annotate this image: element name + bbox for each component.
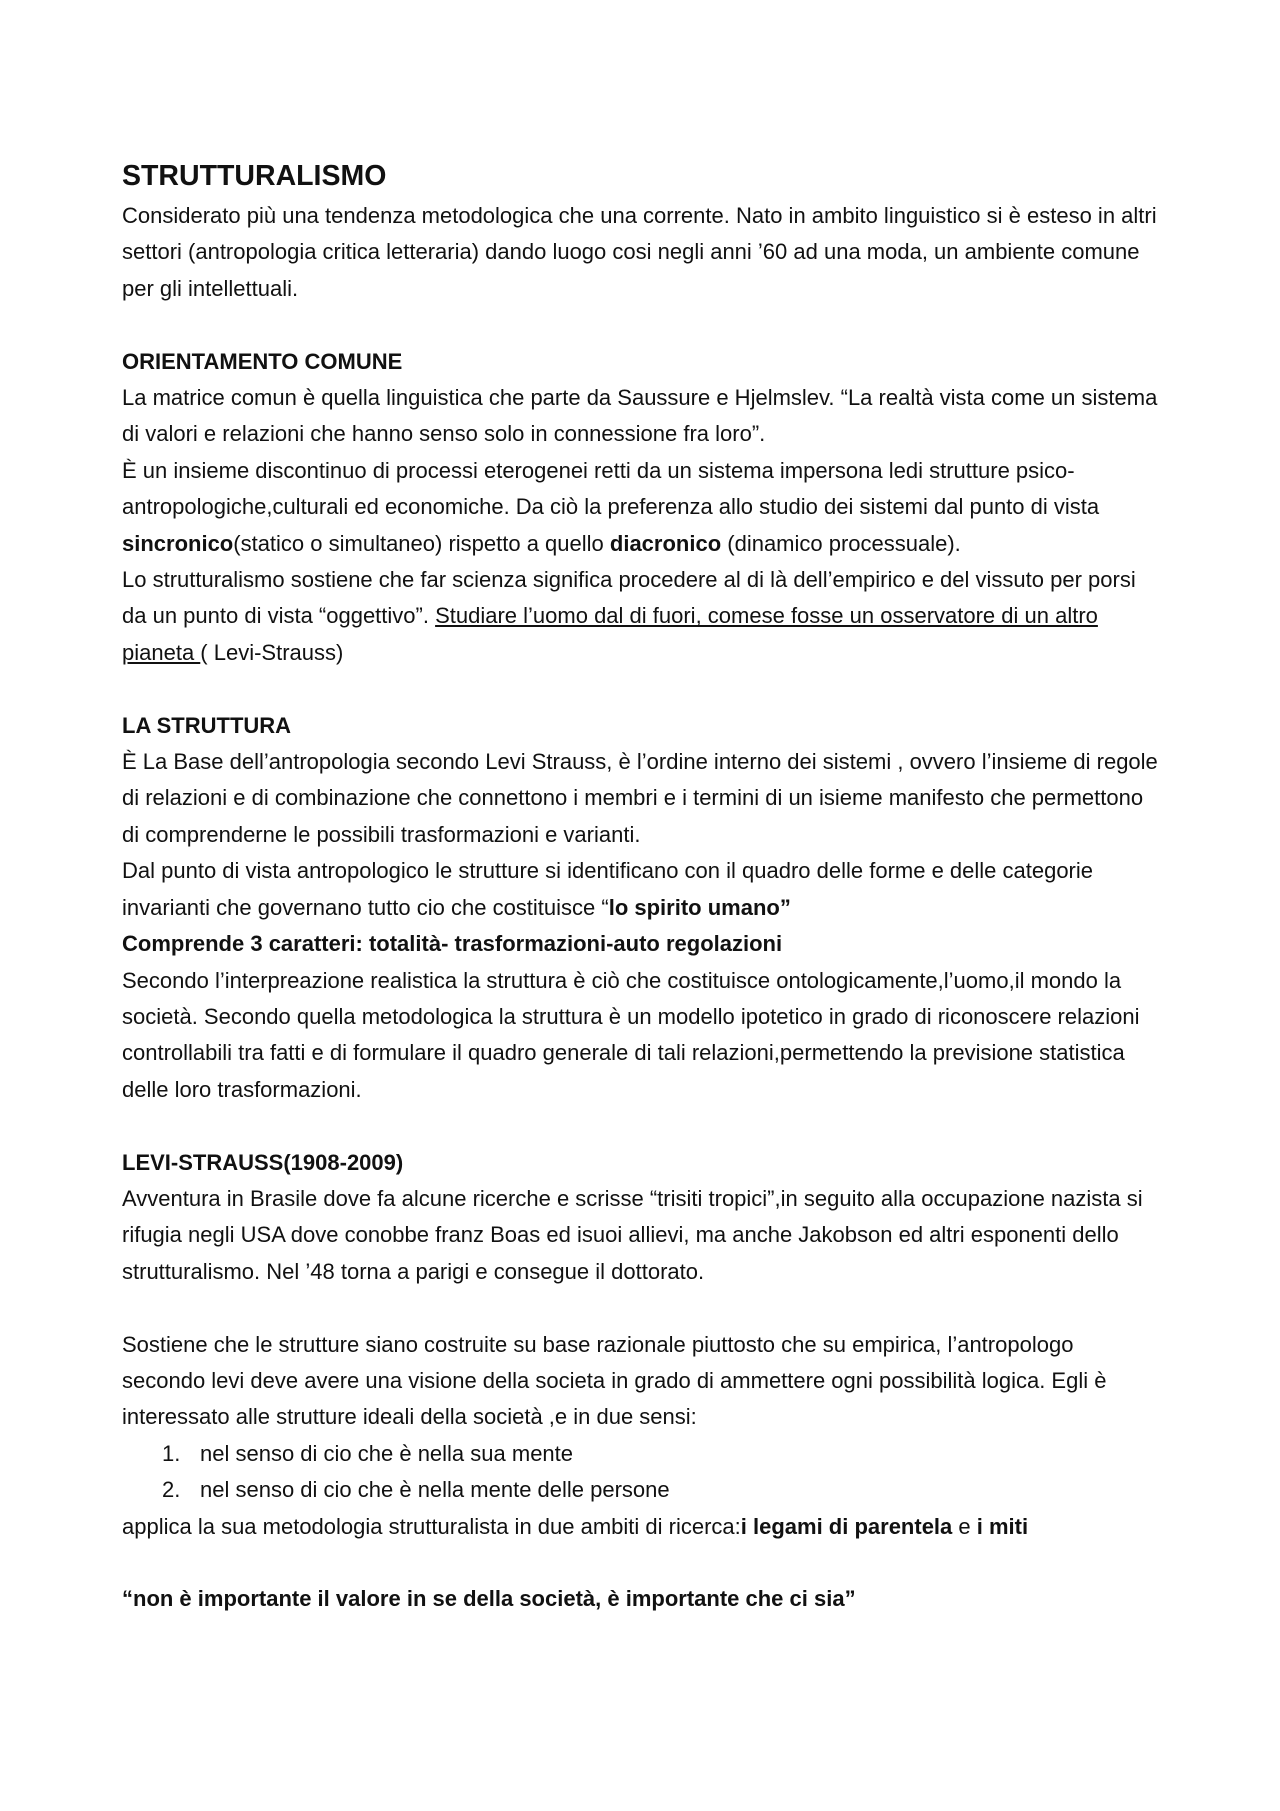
bold-caratteri: Comprende 3 caratteri: totalità- trasformazioni-auto regolazioni bbox=[122, 931, 783, 957]
struttura-paragraph-2 bbox=[122, 853, 1162, 926]
orientamento-paragraph-3 bbox=[122, 562, 1162, 671]
list-item bbox=[162, 1436, 1162, 1472]
bold-term-sincronico: sincronico bbox=[122, 530, 234, 556]
spacer bbox=[122, 1545, 1162, 1581]
struttura-paragraph-1: È La Base dell’antropologia secondo Levi Strauss, è l’ordine interno dei sistemi , ovvero l’insieme di regole di relazioni e di combinazione che connettono i membri e i termini di un isieme manifesto che permettono di comprenderne le possibili trasformazioni e varianti. bbox=[122, 749, 1158, 847]
bold-legami: i legami di parentela bbox=[740, 1513, 953, 1539]
closing-quote bbox=[122, 1581, 1162, 1617]
numbered-list bbox=[122, 1436, 1162, 1509]
list-number: 2. bbox=[162, 1477, 181, 1503]
intro-paragraph: Considerato più una tendenza metodologica che una corrente. Nato in ambito linguistico si è esteso in altri settori (antropologia critica letteraria) dando luogo cosi negli anni ’60 ad una moda, un ambiente comune per gli intellettuali. bbox=[122, 203, 1157, 301]
bold-spirito-umano: lo spirito umano” bbox=[608, 894, 791, 920]
heading-orientamento: ORIENTAMENTO COMUNE bbox=[122, 348, 403, 374]
spacer bbox=[122, 671, 1162, 707]
text-run: È un insieme discontinuo di processi eterogenei retti da un sistema impersona ledi strutture psico-antropologiche,culturali ed economiche. Da ciò la preferenza allo studio dei sistemi dal punto di vista bbox=[122, 457, 1100, 520]
list-item-text: nel senso di cio che è nella sua mente bbox=[200, 1440, 574, 1466]
struttura-paragraph-3 bbox=[122, 926, 1162, 962]
bold-miti: i miti bbox=[976, 1513, 1029, 1539]
orientamento-paragraph-1: La matrice comun è quella linguistica che parte da Saussure e Hjelmslev. “La realtà vista come un sistema di valori e relazioni che hanno senso solo in connessione fra loro”. bbox=[122, 385, 1158, 447]
text-run: e bbox=[952, 1513, 977, 1539]
bold-quote: “non è importante il valore in se della società, è importante che ci sia” bbox=[122, 1586, 856, 1612]
levi-paragraph-1: Avventura in Brasile dove fa alcune ricerche e scrisse “trisiti tropici”,in seguito alla occupazione nazista si rifugia negli USA dove conobbe franz Boas ed isuoi allievi, ma anche Jakobson ed altri esponenti dello strutturalismo. Nel ’48 torna a parigi e consegue il dottorato. bbox=[122, 1185, 1143, 1284]
spacer bbox=[122, 1108, 1162, 1144]
list-number: 1. bbox=[162, 1440, 181, 1466]
heading-levi-strauss: LEVI-STRAUSS(1908-2009) bbox=[122, 1149, 404, 1175]
bold-term-diacronico: diacronico bbox=[609, 530, 722, 556]
list-item-text: nel senso di cio che è nella mente delle persone bbox=[200, 1477, 670, 1503]
document-page bbox=[122, 156, 1162, 1618]
text-run: applica la sua metodologia strutturalista in due ambiti di ricerca: bbox=[122, 1513, 741, 1539]
text-run: (dinamico processuale). bbox=[721, 530, 961, 556]
text-run: ( Levi-Strauss) bbox=[200, 639, 344, 665]
document-title: STRUTTURALISMO bbox=[122, 160, 387, 192]
text-run: Lo strutturalismo sostiene che far scienza significa procedere al di là dell’empirico e del vissuto per porsi da un punto di vista “oggettivo”. bbox=[122, 567, 1136, 629]
underlined-quote: Studiare l’uomo dal di fuori, comese fosse un osservatore di un altro pianeta bbox=[122, 603, 1098, 665]
levi-paragraph-2: Sostiene che le strutture siano costruite su base razionale piuttosto che su empirica, l’antropologo secondo levi deve avere una visione della societa in grado di ammettere ogni possibilità logica. Egli è interessato alle strutture ideali della società ,e in due sensi: bbox=[122, 1331, 1107, 1430]
levi-paragraph-3 bbox=[122, 1509, 1162, 1545]
text-run: (statico o simultaneo) rispetto a quello bbox=[233, 530, 610, 556]
text-run: Dal punto di vista antropologico le strutture si identificano con il quadro delle forme e delle categorie invarianti che governano tutto cio che costituisce “ bbox=[122, 858, 1094, 920]
orientamento-paragraph-2 bbox=[122, 453, 1162, 562]
spacer bbox=[122, 1290, 1162, 1326]
struttura-paragraph-4: Secondo l’interpreazione realistica la struttura è ciò che costituisce ontologicamente,l’uomo,il mondo la società. Secondo quella metodologica la struttura è un modello ipotetico in grado di riconoscere relazioni controllabili tra fatti e di formulare il quadro generale di tali relazioni,permettendo la previsione statistica delle loro trasformazioni. bbox=[122, 967, 1140, 1102]
list-item bbox=[162, 1472, 1162, 1508]
spacer bbox=[122, 307, 1162, 343]
heading-struttura: LA STRUTTURA bbox=[122, 712, 292, 738]
